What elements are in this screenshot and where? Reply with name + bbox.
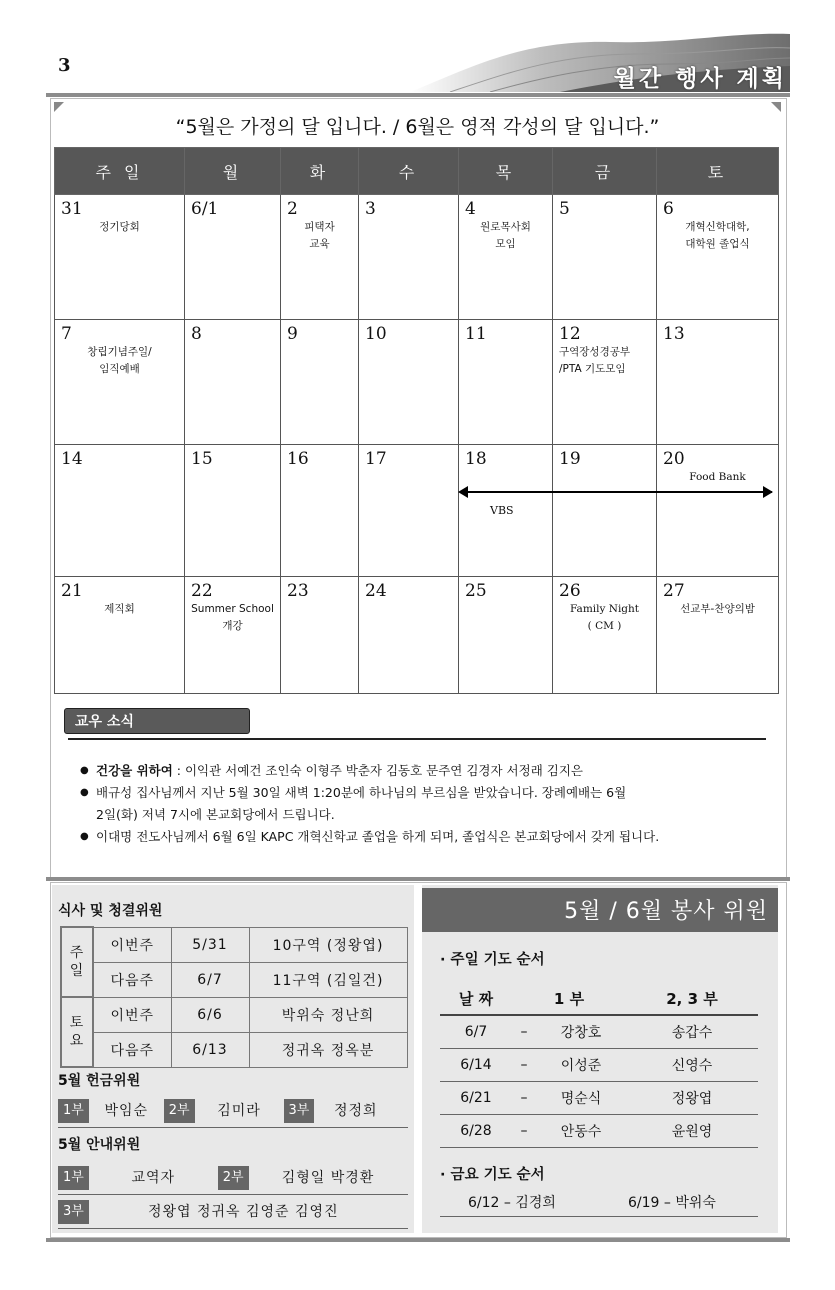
day-number: 3 — [365, 199, 376, 219]
calendar-day — [657, 320, 779, 445]
day-number: 15 — [191, 449, 213, 469]
friday-prayer-title: · 금요 기도 순서 — [440, 1167, 545, 1183]
news-item-text: 이대명 전도사님께서 6월 6일 KAPC 개혁신학교 졸업을 하게 되며, 졸업식은 본교회당에서 갖게 됩니다. — [96, 829, 660, 844]
friday-prayer-item: 6/19 – 박위숙 — [628, 1195, 716, 1211]
day-event: Family Night ( CM ) — [569, 603, 640, 632]
corner-mark — [54, 102, 64, 112]
calendar-day — [657, 195, 779, 320]
table-cell: – — [512, 1049, 536, 1082]
table-cell: – — [512, 1115, 536, 1148]
day-event: Summer School 개강 — [191, 603, 274, 632]
usher-name: 정왕엽 정귀옥 김영준 김영진 — [147, 1204, 339, 1220]
weekday-header: 주 일 — [55, 148, 185, 195]
meal-table — [60, 926, 408, 1068]
column-header: 날 짜 — [440, 982, 512, 1015]
service-tag: 2부 — [218, 1166, 249, 1190]
group-label: 토 요 — [61, 997, 93, 1067]
news-title: 교우 소식 — [64, 708, 250, 734]
weekday-header: 수 — [359, 148, 459, 195]
table-cell: 이성준 — [536, 1049, 626, 1082]
calendar-day — [185, 320, 281, 445]
arrow-right-icon — [763, 486, 773, 498]
offering-row — [58, 1099, 408, 1127]
day-number: 17 — [365, 449, 387, 469]
usher-row — [58, 1166, 408, 1194]
usher-name: 김형일 박경환 — [281, 1170, 375, 1186]
column-header: 1 부 — [512, 982, 626, 1015]
news-item — [80, 826, 770, 848]
calendar-week — [55, 445, 779, 577]
day-event: 제직회 — [104, 603, 135, 615]
day-number: 26 — [559, 581, 581, 601]
calendar-day — [459, 320, 553, 445]
calendar-day — [185, 445, 281, 577]
friday-prayer-item: 6/12 – 김경희 — [468, 1195, 556, 1211]
service-tag: 1부 — [58, 1166, 89, 1190]
day-number: 20 — [663, 449, 685, 469]
day-number: 19 — [559, 449, 581, 469]
table-row — [61, 997, 407, 1032]
table-cell: 6/13 — [171, 1032, 249, 1067]
sunday-prayer-title: · 주일 기도 순서 — [440, 952, 545, 968]
day-event: 정기당회 — [99, 221, 140, 233]
monthly-banner: “5월은 가정의 달 입니다. / 6월은 영적 각성의 달 입니다.” — [175, 116, 660, 138]
calendar-day — [55, 577, 185, 694]
vbs-span-line — [462, 491, 772, 493]
day-number: 16 — [287, 449, 309, 469]
arrow-left-icon — [458, 486, 468, 498]
table-cell: 6/28 — [440, 1115, 512, 1148]
day-number: 12 — [559, 324, 581, 344]
weekday-header: 목 — [459, 148, 553, 195]
day-number: 5 — [559, 199, 570, 219]
news-rule — [68, 738, 766, 740]
calendar-day — [657, 577, 779, 694]
day-number: 10 — [365, 324, 387, 344]
calendar-day — [55, 445, 185, 577]
calendar-day — [459, 577, 553, 694]
offering-section-title: 5월 헌금위원 — [58, 1073, 141, 1089]
day-number: 7 — [61, 324, 72, 344]
calendar-day — [281, 445, 359, 577]
service-title: 5월 / 6월 봉사 위원 — [422, 888, 778, 932]
vbs-label: VBS — [490, 504, 514, 517]
calendar-day — [185, 195, 281, 320]
day-number: 6/1 — [191, 199, 219, 219]
group-label: 주 일 — [61, 927, 93, 997]
table-row — [440, 1015, 758, 1049]
day-number: 23 — [287, 581, 309, 601]
calendar-day — [281, 195, 359, 320]
sunday-prayer-table — [440, 982, 758, 1148]
service-tag: 3부 — [58, 1200, 89, 1224]
event-calendar — [54, 147, 779, 694]
news-item-text: : 이익관 서예건 조인숙 이형주 박춘자 김동호 문주연 김경자 서정래 김지은 — [172, 763, 583, 778]
usher-row — [58, 1200, 408, 1228]
calendar-week — [55, 320, 779, 445]
table-cell: 안동수 — [536, 1115, 626, 1148]
service-tag: 2부 — [164, 1099, 195, 1123]
day-event: 피택자 교육 — [304, 221, 335, 250]
table-cell: 강창호 — [536, 1015, 626, 1049]
table-header-row — [440, 982, 758, 1015]
table-cell: 11구역 (김일건) — [249, 962, 407, 997]
table-cell: 다음주 — [93, 1032, 171, 1067]
divider — [58, 1127, 408, 1128]
calendar-day — [459, 195, 553, 320]
weekday-header: 월 — [185, 148, 281, 195]
column-header: 2, 3 부 — [626, 982, 758, 1015]
weekday-header-row — [55, 148, 779, 195]
calendar-week — [55, 577, 779, 694]
calendar-day — [553, 195, 657, 320]
calendar-day — [55, 320, 185, 445]
table-cell: 윤원영 — [626, 1115, 758, 1148]
day-number: 31 — [61, 199, 83, 219]
day-number: 14 — [61, 449, 83, 469]
divider — [58, 1194, 408, 1195]
weekday-header: 화 — [281, 148, 359, 195]
day-number: 11 — [465, 324, 487, 344]
calendar-week — [55, 195, 779, 320]
calendar-day — [359, 195, 459, 320]
table-cell: 다음주 — [93, 962, 171, 997]
weekday-header: 토 — [657, 148, 779, 195]
table-cell: – — [512, 1082, 536, 1115]
table-cell: 6/7 — [440, 1015, 512, 1049]
calendar-day — [55, 195, 185, 320]
day-number: 22 — [191, 581, 213, 601]
meal-section-title: 식사 및 청결위원 — [58, 903, 163, 919]
day-event: 선교부-찬양의밤 — [680, 603, 755, 615]
calendar-day — [657, 445, 779, 577]
table-row — [61, 962, 407, 997]
news-item — [80, 782, 770, 804]
day-number: 9 — [287, 324, 298, 344]
day-number: 27 — [663, 581, 685, 601]
table-cell: 6/6 — [171, 997, 249, 1032]
table-cell: 명순식 — [536, 1082, 626, 1115]
news-item-bold: 건강을 위하여 — [96, 763, 173, 778]
weekday-header: 금 — [553, 148, 657, 195]
service-tag: 1부 — [58, 1099, 89, 1123]
divider — [440, 1216, 758, 1217]
usher-name: 교역자 — [131, 1170, 176, 1186]
table-cell: 10구역 (정왕엽) — [249, 927, 407, 962]
offering-name: 김미라 — [217, 1103, 261, 1119]
table-cell: 6/7 — [171, 962, 249, 997]
calendar-day — [359, 320, 459, 445]
page-number: 3 — [58, 55, 71, 76]
top-rule — [46, 93, 790, 97]
news-list — [80, 760, 770, 848]
day-event: 원로목사회 모임 — [480, 221, 531, 250]
table-cell: 신영수 — [626, 1049, 758, 1082]
service-tag: 3부 — [284, 1099, 315, 1123]
day-number: 25 — [465, 581, 487, 601]
calendar-day — [553, 577, 657, 694]
table-row — [440, 1082, 758, 1115]
day-number: 8 — [191, 324, 202, 344]
table-cell: 정귀옥 정옥분 — [249, 1032, 407, 1067]
day-number: 4 — [465, 199, 476, 219]
table-cell: 5/31 — [171, 927, 249, 962]
calendar-day — [553, 445, 657, 577]
calendar-day — [281, 577, 359, 694]
calendar-day — [553, 320, 657, 445]
day-number: 21 — [61, 581, 83, 601]
offering-name: 정정희 — [334, 1103, 378, 1119]
day-number: 13 — [663, 324, 685, 344]
news-item — [80, 760, 770, 782]
day-event: 창립기념주일/ 임직예배 — [87, 346, 152, 375]
day-event: 구역장성경공부 /PTA 기도모임 — [559, 346, 631, 375]
usher-section-title: 5월 안내위원 — [58, 1137, 141, 1153]
table-cell: 6/14 — [440, 1049, 512, 1082]
day-number: 2 — [287, 199, 298, 219]
table-row — [440, 1049, 758, 1082]
news-item-text: 배규성 집사님께서 지난 5월 30일 새벽 1:20분에 하나님의 부르심을 받았습니다. 장례예배는 6월 — [96, 785, 627, 800]
table-cell: 송갑수 — [626, 1015, 758, 1049]
day-number: 18 — [465, 449, 487, 469]
calendar-day — [185, 577, 281, 694]
table-cell: 박위숙 정난희 — [249, 997, 407, 1032]
table-cell: 6/21 — [440, 1082, 512, 1115]
divider — [58, 1228, 408, 1229]
table-row — [61, 1032, 407, 1067]
bottom-rule — [46, 877, 790, 881]
day-number: 24 — [365, 581, 387, 601]
calendar-day — [359, 445, 459, 577]
bottom-rule — [46, 1238, 790, 1242]
day-event: 개혁신학대학, 대학원 졸업식 — [685, 221, 750, 250]
table-cell: – — [512, 1015, 536, 1049]
table-row — [440, 1115, 758, 1148]
corner-mark — [771, 102, 781, 112]
calendar-day — [281, 320, 359, 445]
day-number: 6 — [663, 199, 674, 219]
table-cell: 정왕엽 — [626, 1082, 758, 1115]
table-cell: 이번주 — [93, 997, 171, 1032]
offering-name: 박임순 — [104, 1103, 149, 1119]
table-cell: 이번주 — [93, 927, 171, 962]
header-title: 월간 행사 계획 — [613, 66, 787, 92]
table-row — [61, 927, 407, 962]
day-event: Food Bank — [689, 471, 746, 483]
calendar-day — [359, 577, 459, 694]
news-item-continuation: 2일(화) 저녁 7시에 본교회당에서 드립니다. — [96, 807, 335, 822]
